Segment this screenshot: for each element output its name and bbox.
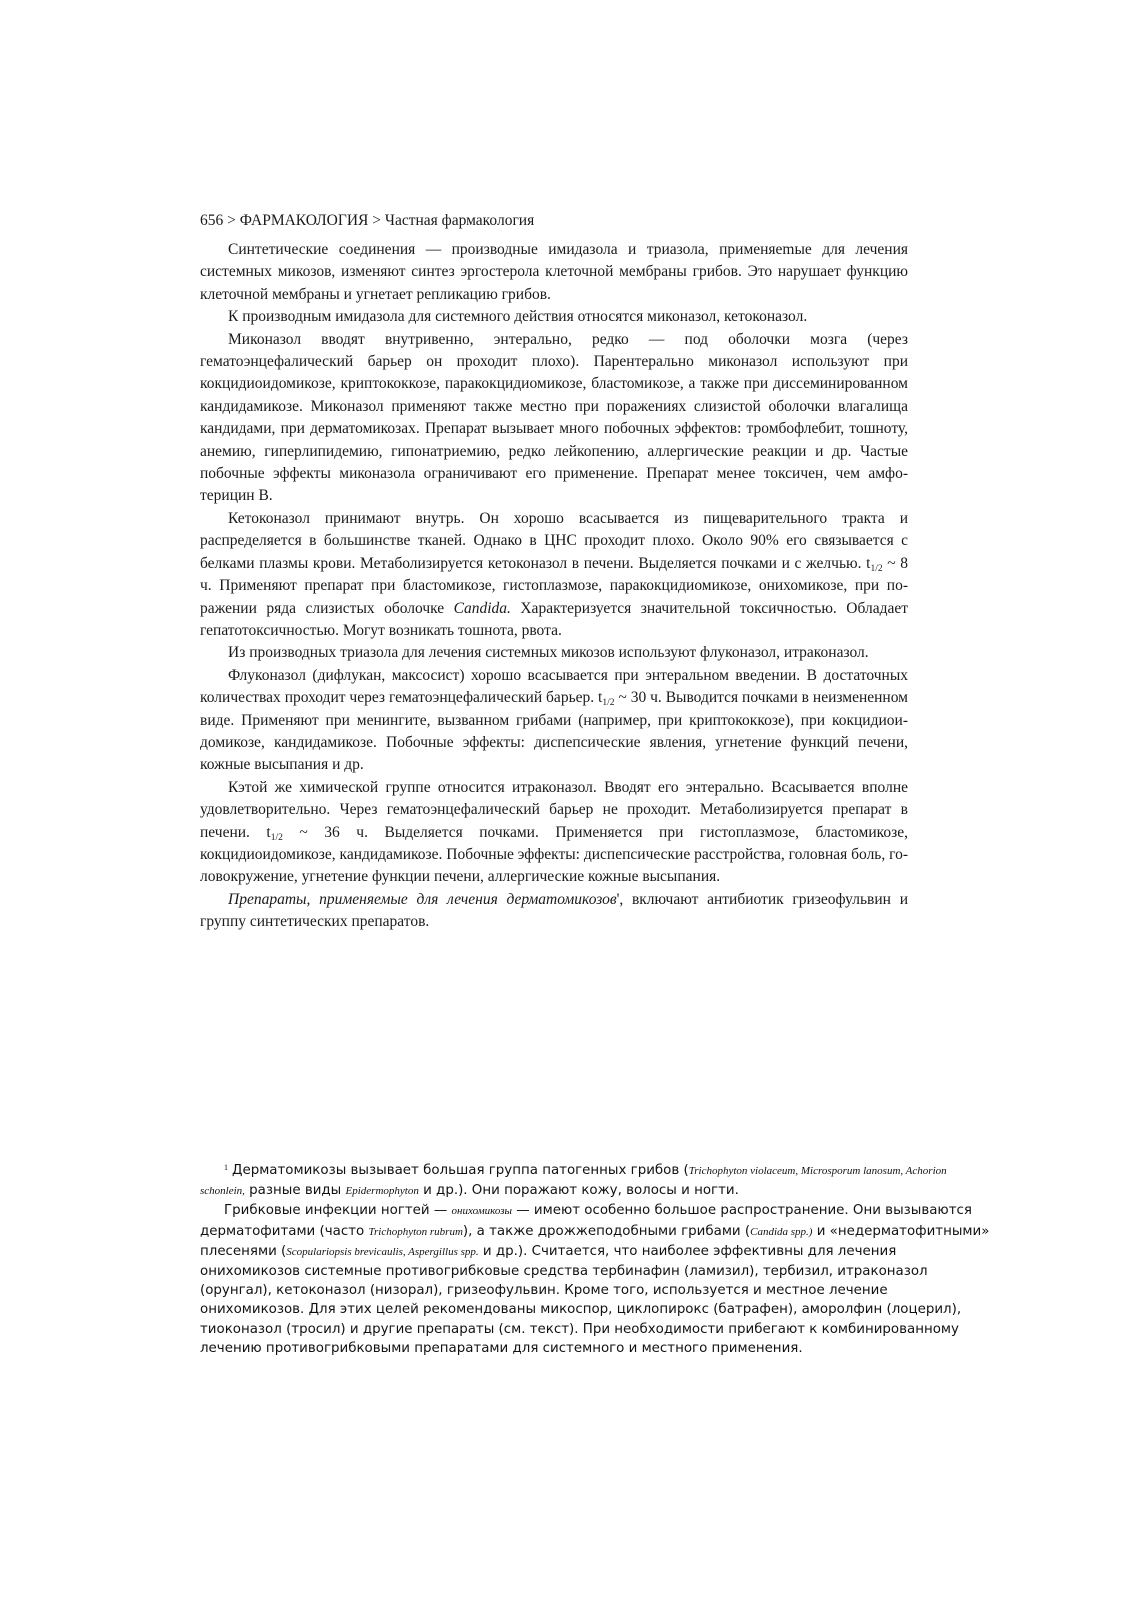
body-text	[200, 239, 908, 934]
paragraph-4	[200, 508, 908, 642]
candida-italic: Candida.	[453, 599, 511, 617]
footnote-1-part-a: Дерматомикозы вызывает большая группа патогенных грибов (	[232, 1163, 689, 1178]
paragraph-1: Синтетические соединения — производные имидазола и триазола, применяеmые для лечения системных микозов, изменяют синтез эргостерола клеточной мембраны грибов. Это нарушает функцию клеточной мембраны и угнетает репликацию грибов.	[200, 241, 908, 303]
footnote-1-marker: 1	[224, 1163, 228, 1172]
footnote-1-species: Trichophyton violaceum, Microsporum lanosum, Achorion schonlein,	[200, 1165, 947, 1198]
paragraph-5: Из производных триазола для лечения системных микозов используют флуконазол, итраконазол.	[228, 644, 869, 662]
footnote-mark: '	[616, 890, 620, 908]
footnote-1-genus: Epidermophyton	[345, 1185, 419, 1198]
footnote-1	[200, 1158, 990, 1201]
half-life-subscript: 1/2	[602, 698, 615, 709]
paragraph-6-part-b: ~ 30 ч. Выводится почками в неизмененном виде. Применяют при менингите, вызванном грибами (например, при криптококкозе), при кокцидиоидомикозе, кандидамикозе. Побочные эффекты: диспепсические явления, угнетение функций печени, кожные высыпания и др.	[200, 689, 908, 774]
paragraph-7-part-b: ~ 36 ч. Выделяется почками. Применяется при гистоплазмозе, бластомикозе, кокцидиоидомикозе, кандидамикозе. Побочные эффекты: диспепсические расстройства, головная боль, головокружение, угнетение функции печени, аллергические кожные высыпания.	[200, 823, 909, 886]
footnote-1-part-c: и др.). Они поражают кожу, волосы и ногти.	[418, 1183, 739, 1199]
paragraph-8-rest: , включают антибиотик гризеофульвин и группу синтетических препаратов.	[200, 890, 908, 931]
running-head: 656 > ФАРМАКОЛОГИЯ > Частная фармакология	[200, 212, 535, 229]
dermatomycosis-heading-italic: Препараты, применяемые для лечения дерматомикозов	[228, 890, 617, 908]
footnote-2-species-3: Scopulariopsis brevicaulis, Aspergillus spp.	[286, 1245, 479, 1258]
footnote-1-part-b: разные виды	[244, 1183, 346, 1199]
footnote-2-term: онихомикозы	[451, 1205, 513, 1218]
page-content	[200, 210, 908, 934]
paragraph-4-part-b: ~ 8 ч. Применяют препарат при бластомикозе, гистоплазмозе, паракокцидиомикозе, онихомикозе, при поражении ряда слизистых оболочке	[200, 554, 909, 617]
footnote-2-part-a: Грибковые инфекции ногтей —	[224, 1203, 452, 1219]
paragraph-7	[200, 777, 908, 889]
footnote-2-part-e: и др.). Считается, что наиболее эффективны для лечения онихомикозов системные противогрибковые средства тербинафин (ламизил), тербизил, итраконазол (орунгал), кетоконазол (низорал), гризеофульвин. Кроме того, используется и местное лечение онихомикозов. Для этих целей рекомендованы микоспор, циклопирокс (батрафен), аморолфин (лоцерил), тиоконазол (тросил) и другие препараты (см. текст). При необходимости прибегают к комбинированному лечению противогрибковыми препаратами для системного и местного применения.	[200, 1243, 962, 1356]
footnote-2-part-b: — имеют особенно большое распространение. Они вызываются дерматофитами (часто	[200, 1203, 972, 1239]
half-life-subscript: 1/2	[870, 563, 883, 574]
paragraph-2: К производным имидазола для системного действия относятся миконазол, кетоконазол.	[228, 308, 808, 326]
footnote-2-species-2: Candida spp.)	[750, 1225, 813, 1238]
half-life-subscript: 1/2	[270, 832, 283, 843]
paragraph-7-part-a: Кэтой же химической группе относится итраконазол. Вводят его энтерально. Всасывается вполне удовлетворительно. Через гематоэнцефалический барьер не проходит. Метаболизируется препарат в печени. t	[200, 778, 908, 841]
paragraph-6	[200, 665, 908, 777]
paragraph-4-part-a: Кетоконазол принимают внутрь. Он хорошо всасывается из пищеварительного тракта и распределяется в большинстве тканей. Однако в ЦНС проходит плохо. Около 90% его связывается с белками плазмы крови. Метаболизируется кетоконазол в печени. Выделяется почками и с желчью. t	[200, 509, 908, 572]
footnote-2	[200, 1201, 990, 1358]
paragraph-6-part-a: Флуконазол (дифлукан, максосист) хорошо всасывается при энтеральном введении. В достаточных количествах проходит через гематоэнцефалический барьер. t	[200, 666, 908, 707]
paragraph-4-part-c: Характеризуется значительной токсичностью. Обладает гепатотоксичностью. Могут возникать тошнота, рвота.	[200, 599, 908, 639]
footnote-2-part-c: ), а также дрожжеподобными грибами (	[462, 1223, 751, 1239]
footnote-2-species-1: Trichophyton rubrum	[368, 1225, 463, 1238]
paragraph-3: Миконазол вводят внутривенно, энтерально, редко — под оболочки мозга (через гематоэнцефалический барьер он проходит плохо). Парентерально миконазол используют при кокцидиоидомикозе, криптококкозе, паракокцидиомикозе, бластомикозе, а также при диссеминированном кандидамикозе. Миконазол применяют также местно при поражениях слизистой оболочки влагалища кандидами, при дерматомикозах. Препарат вызывает много побочных эффектов: тромбофлебит, тошноту, анемию, гиперлипидемию, гипонатриемию, редко лейкопению, аллергические реакции и др. Частые побочные эффекты миконазола ограничивают его применение. Препарат менее токсичен, чем амфотерицин В.	[200, 330, 908, 505]
footnote-2-part-d: и «недерматофитными» плесенями (	[200, 1223, 990, 1259]
footnotes	[200, 1158, 990, 1358]
paragraph-8	[200, 889, 908, 934]
